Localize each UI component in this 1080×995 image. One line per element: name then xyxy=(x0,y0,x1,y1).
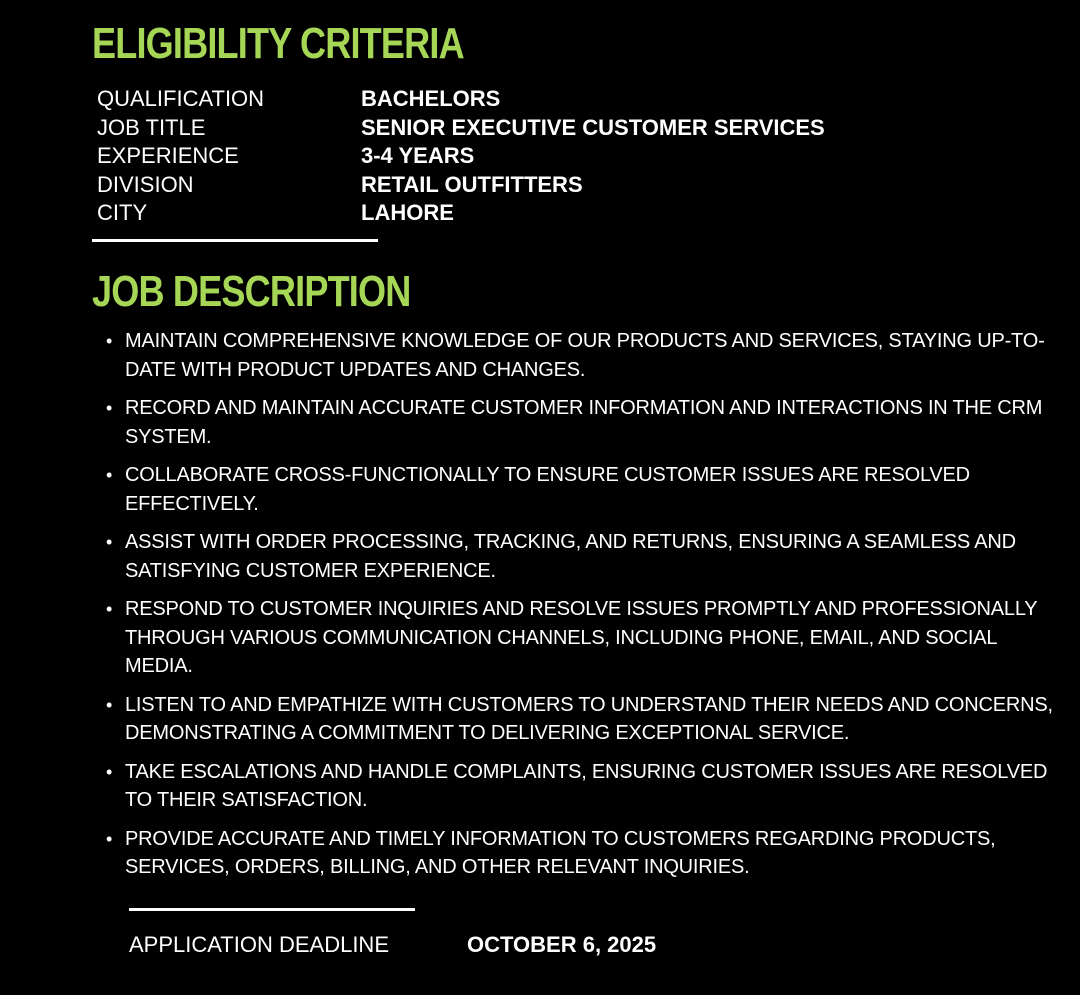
bullet-icon: • xyxy=(106,599,113,619)
criteria-label: QUALIFICATION xyxy=(97,86,265,111)
criteria-row-job-title xyxy=(97,114,825,143)
list-item xyxy=(100,461,1060,518)
list-item xyxy=(100,691,1060,748)
list-item-text: ASSIST WITH ORDER PROCESSING, TRACKING, AND RETURNS, ENSURING A SEAMLESS AND SATISFYING CUSTOMER EXPERIENCE. xyxy=(125,531,1016,582)
bullet-icon: • xyxy=(106,694,113,715)
deadline-divider xyxy=(129,908,415,911)
criteria-value: SENIOR EXECUTIVE CUSTOMER SERVICES xyxy=(361,114,825,140)
criteria-value: BACHELORS xyxy=(361,86,501,111)
list-item xyxy=(100,758,1060,815)
list-item-text: MAINTAIN COMPREHENSIVE KNOWLEDGE OF OUR PRODUCTS AND SERVICES, STAYING UP-TO-DATE WITH PRODUCT UPDATES AND CHANGES. xyxy=(125,330,1045,381)
criteria-row-qualification xyxy=(97,85,825,114)
application-deadline xyxy=(129,930,656,960)
criteria-label: JOB TITLE xyxy=(97,114,206,140)
bullet-icon: • xyxy=(106,828,113,849)
job-description-list xyxy=(100,327,1060,892)
list-item xyxy=(100,825,1060,882)
criteria-row-experience xyxy=(97,142,825,171)
bullet-icon: • xyxy=(106,398,113,418)
criteria-label: CITY xyxy=(97,200,148,225)
list-item-text: COLLABORATE CROSS-FUNCTIONALLY TO ENSURE CUSTOMER ISSUES ARE RESOLVED EFFECTIVELY. xyxy=(125,464,970,515)
list-item xyxy=(100,327,1060,384)
criteria-value: LAHORE xyxy=(361,200,454,225)
section-divider xyxy=(92,239,378,242)
list-item-text: TAKE ESCALATIONS AND HANDLE COMPLAINTS, ENSURING CUSTOMER ISSUES ARE RESOLVED TO THEIR SATISFACTION. xyxy=(125,760,1048,811)
list-item-text: PROVIDE ACCURATE AND TIMELY INFORMATION TO CUSTOMERS REGARDING PRODUCTS, SERVICES, ORDERS, BILLING, AND OTHER RELEVANT INQUIRIES. xyxy=(125,827,996,878)
criteria-label: EXPERIENCE xyxy=(97,143,239,168)
list-item xyxy=(100,595,1060,681)
list-item-text: RESPOND TO CUSTOMER INQUIRIES AND RESOLVE ISSUES PROMPTLY AND PROFESSIONALLY THROUGH VARIOUS COMMUNICATION CHANNELS, INCLUDING PHONE, EMAIL, AND SOCIAL MEDIA. xyxy=(125,598,1038,677)
list-item-text: LISTEN TO AND EMPATHIZE WITH CUSTOMERS TO UNDERSTAND THEIR NEEDS AND CONCERNS, DEMONSTRATING A COMMITMENT TO DELIVERING EXCEPTIONAL SERVICE. xyxy=(125,693,1053,744)
deadline-label: APPLICATION DEADLINE xyxy=(129,932,389,957)
list-item xyxy=(100,528,1060,585)
criteria-label: DIVISION xyxy=(97,171,194,197)
criteria-value: RETAIL OUTFITTERS xyxy=(361,171,583,197)
bullet-icon: • xyxy=(106,331,113,351)
criteria-value: 3-4 YEARS xyxy=(361,143,475,168)
criteria-row-city xyxy=(97,199,825,228)
bullet-icon: • xyxy=(106,532,113,552)
eligibility-heading: ELIGIBILITY CRITERIA xyxy=(92,19,464,68)
bullet-icon: • xyxy=(106,465,113,485)
eligibility-criteria-list xyxy=(97,85,825,228)
deadline-date: OCTOBER 6, 2025 xyxy=(467,932,657,957)
list-item xyxy=(100,394,1060,451)
criteria-row-division xyxy=(97,171,825,200)
bullet-icon: • xyxy=(106,761,113,782)
list-item-text: RECORD AND MAINTAIN ACCURATE CUSTOMER INFORMATION AND INTERACTIONS IN THE CRM SYSTEM. xyxy=(125,397,1043,448)
job-description-heading: JOB DESCRIPTION xyxy=(92,267,411,316)
